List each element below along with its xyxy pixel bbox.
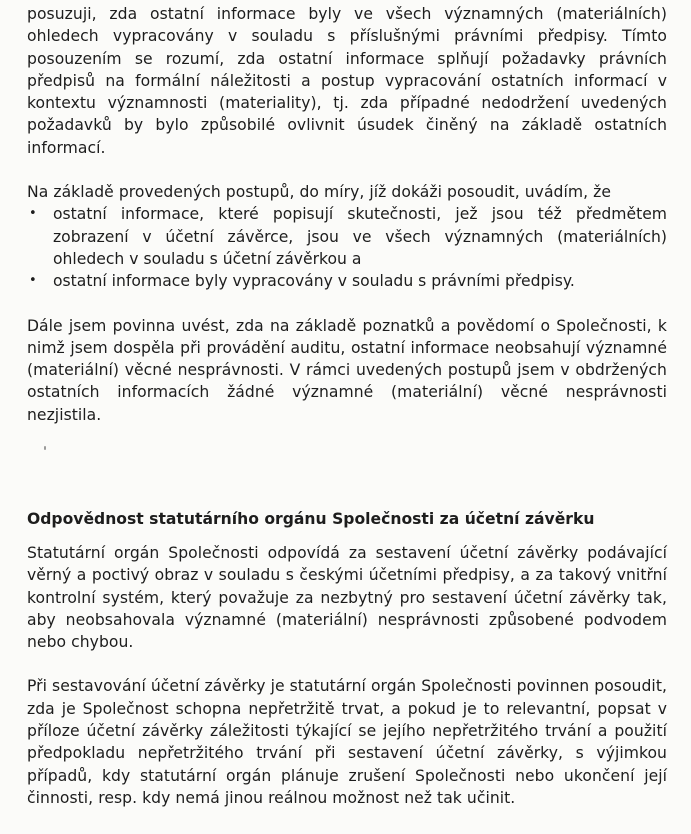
list-item (27, 270, 667, 292)
responsibility-section (27, 542, 667, 809)
list-item-text: ostatní informace, které popisují skutečnosti, jež jsou též předmětem zobrazení v účetní závěrce, jsou ve všech významných (materiálních) ohledech v souladu s účetní závěrkou a (53, 205, 667, 268)
bullet-icon: • (29, 206, 37, 222)
scan-speck (44, 446, 46, 450)
procedures-lead: Na základě provedených postupů, do míry, jíž dokáži posoudit, uvádím, že (27, 183, 612, 202)
intro-paragraph: posuzuji, zda ostatní informace byly ve všech významných (materiálních) ohledech vypracovány v souladu s příslušnými právními předpisy. Tímto posouzením se rozumí, zda ostatní informace splňují požadavky právních předpisů na formální náležitosti a postup vypracování ostatních informací v kontextu významnosti (materiality), tj. zda případné nedodržení uvedených požadavků by bylo způsobilé ovlivnit úsudek činěný na základě ostatních informací. (27, 5, 667, 157)
list-item (27, 203, 667, 270)
bullet-icon: • (29, 273, 37, 289)
responsibility-paragraph: Statutární orgán Společnosti odpovídá za sestavení účetní závěrky podávající věrný a poctivý obraz v souladu s českými účetními předpisy, a za takový vnitřní kontrolní systém, který považuje za nezbytný pro sestavení účetní závěrky tak, aby neobsahovala významné (materiální) nesprávnosti způsobené podvodem nebo chybou. (27, 544, 667, 652)
list-item-text: ostatní informace byly vypracovány v souladu s právními předpisy. (53, 272, 575, 291)
duty-paragraph: Dále jsem povinna uvést, zda na základě poznatků a povědomí o Společnosti, k nimž jsem dospěla při provádění auditu, ostatní informace neobsahují významné (materiální) věcné nesprávnosti. V rámci uvedených postupů jsem v obdržených ostatních informacích žádné významné (materiální) věcné nesprávnosti nezjistila. (27, 316, 667, 424)
findings-list (27, 203, 667, 292)
document-page (27, 0, 667, 426)
responsibility-paragraph: Při sestavování účetní závěrky je statutární orgán Společnosti povinnen posoudit, zda je Společnost schopna nepřetržitě trvat, a pokud je to relevantní, popsat v příloze účetní závěrky záležitosti týkající se jejího nepřetržitého trvání a použití předpokladu nepřetržitého trvání při sestavení účetní závěrky, s výjimkou případů, kdy statutární orgán plánuje zrušení Společnosti nebo ukončení její činnosti, resp. kdy nemá jinou reálnou možnost než tak učinit. (27, 677, 667, 807)
section-heading: Odpovědnost statutárního orgánu Společnosti za účetní závěrku (27, 510, 595, 528)
